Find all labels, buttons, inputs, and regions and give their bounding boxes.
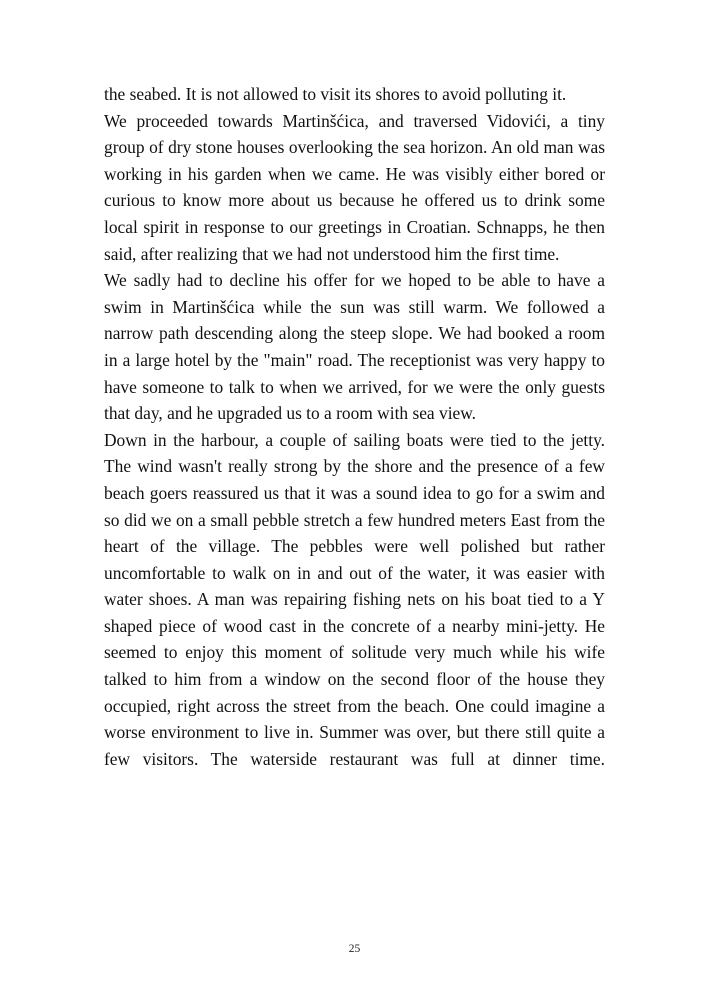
- page-number: 25: [348, 943, 361, 955]
- paragraph-harbour: Down in the harbour, a couple of sailing boats were tied to the jetty. The wind wasn't really strong by the shore and the presence of a few beach goers reassured us that it was a sound idea to go for a swim and so did we on a small pebble stretch a few hundred meters East from the heart of the village. The pebbles were well polished but rather uncomfortable to walk on in and out of the water, it was easier with water shoes. A man was repairing fishing nets on his boat tied to a Y shaped piece of wood cast in the concrete of a nearby mini-jetty. He seemed to enjoy this moment of solitude very much while his wife talked to him from a window on the second floor of the house they occupied, right across the street from the beach. One could imagine a worse environment to live in. Summer was over, but there still quite a few visitors. The waterside restaurant was full at dinner time.: [104, 429, 605, 769]
- paragraph-vidovici: We proceeded towards Martinšćica, and traversed Vidovići, a tiny group of dry stone houses overlooking the sea horizon. An old man was working in his garden when we came. He was visibly either bored or curious to know more about us because he offered us to drink some local spirit in response to our greetings in Croatian. Schnapps, he then said, after realizing that we had not understood him the first time.: [104, 110, 605, 264]
- paragraph-seabed: the seabed. It is not allowed to visit its shores to avoid polluting it.: [104, 84, 567, 104]
- body-text: [104, 81, 605, 772]
- paragraph-hotel: We sadly had to decline his offer for we hoped to be able to have a swim in Martinšćica while the sun was still warm. We followed a narrow path descending along the steep slope. We had booked a room in a large hotel by the "main" road. The receptionist was very happy to have someone to talk to when we arrived, for we were the only guests that day, and he upgraded us to a room with sea view.: [104, 270, 605, 424]
